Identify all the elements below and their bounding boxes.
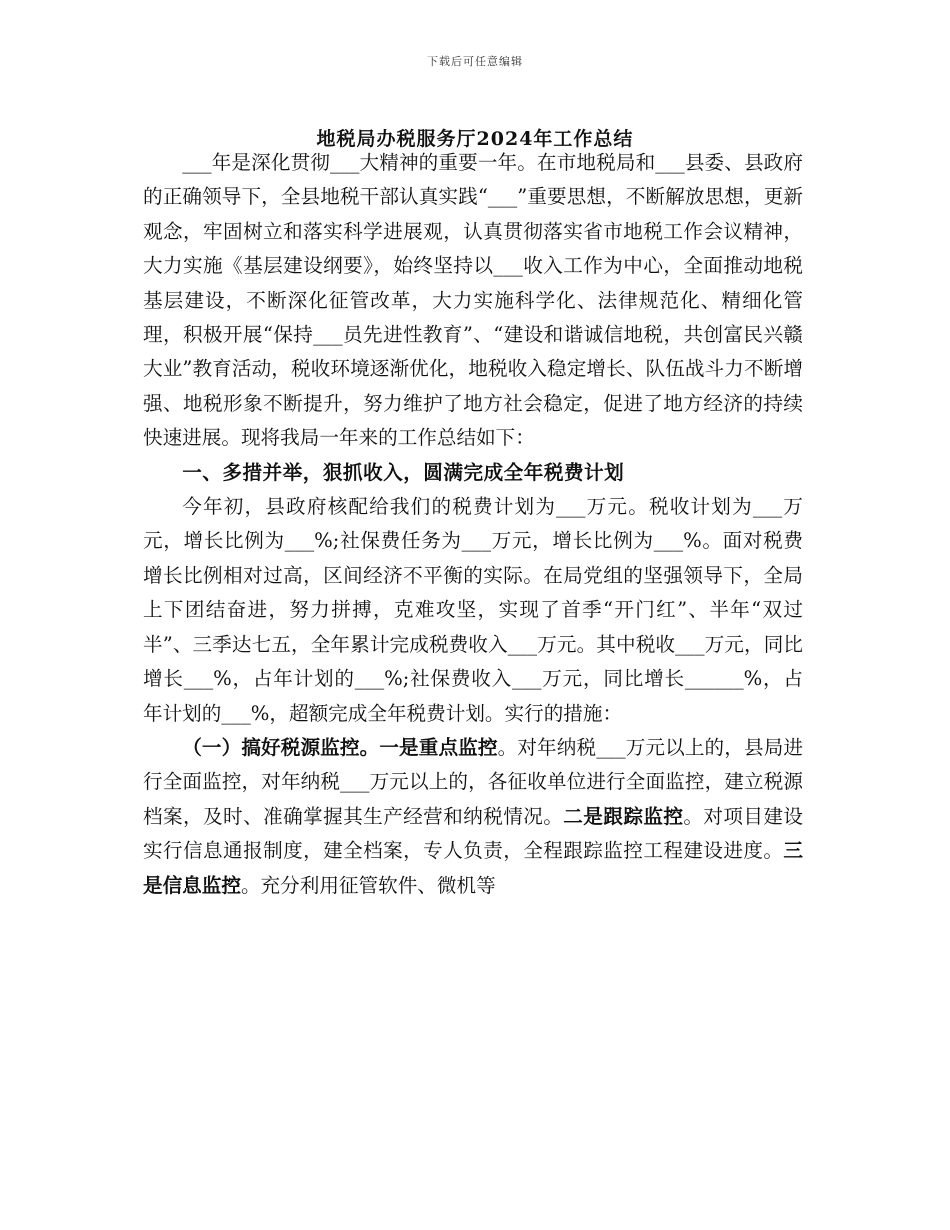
intro-paragraph: ___年是深化贯彻___大精神的重要一年。在市地税局和___县委、县政府的正确领导下，全县地税干部认真实践“___”重要思想，不断解放思想，更新观念，牢固树立和落实科学进展观，认真贯彻落实省市地税工作会议精神，大力实施《基层建设纲要》，始终坚持以___收入工作为中心，全面推动地税基层建设，不断深化征管改革，大力实施科学化、法律规范化、精细化管理，积极开展“保持___员先进性教育”、“建设和谐诚信地税，共创富民兴赣大业”教育活动，税收环境逐渐优化，地税收入稳定增长、队伍战斗力不断增强、地税形象不断提升，努力维护了地方社会稳定，促进了地方经济的持续快速进展。现将我局一年来的工作总结如下： <box>143 151 803 450</box>
point-3-text: 。充分利用征管软件、微机等 <box>240 873 496 897</box>
page-header-note: 下载后可任意编辑 <box>427 55 523 68</box>
section-1-heading: 一、多措并举，狠抓收入，圆满完成全年税费计划 <box>182 460 625 484</box>
subsection-1-heading: （一）搞好税源监控。 <box>182 735 380 759</box>
point-2-text: 。对项目建设实行信息通报制度，建全档案，专人负责，全程跟踪监控工程建设进度。 <box>143 804 804 863</box>
point-1-label: 一是重点监控 <box>379 735 498 759</box>
point-1-text: 。对年纳税___万元以上的，县局进行全面监控，对年纳税___万元以上的，各征收单位进行全面监控，建立税源档案，及时、准确掌握其生产经营和纳税情况。 <box>143 735 804 828</box>
document-title: 地税局办税服务厅2024年工作总结 <box>316 128 634 150</box>
document-body <box>143 146 803 903</box>
point-3-label: 三是信息监控 <box>143 839 803 897</box>
subsection-1-paragraph <box>143 731 803 903</box>
section-1-paragraph: 今年初，县政府核配给我们的税费计划为___万元。税收计划为___万元，增长比例为___%;社保费任务为___万元，增长比例为___%。面对税费增长比例相对过高，区间经济不平衡的实际。在局党组的坚强领导下，全局上下团结奋进，努力拼搏，克难攻坚，实现了首季“开门红”、半年“双过半”、三季达七五，全年累计完成税费收入___万元。其中税收___万元，同比增长___%，占年计划的___%;社保费收入___万元，同比增长______%，占年计划的___%，超额完成全年税费计划。实行的措施： <box>143 495 803 725</box>
point-2-label: 二是跟踪监控 <box>563 804 684 828</box>
